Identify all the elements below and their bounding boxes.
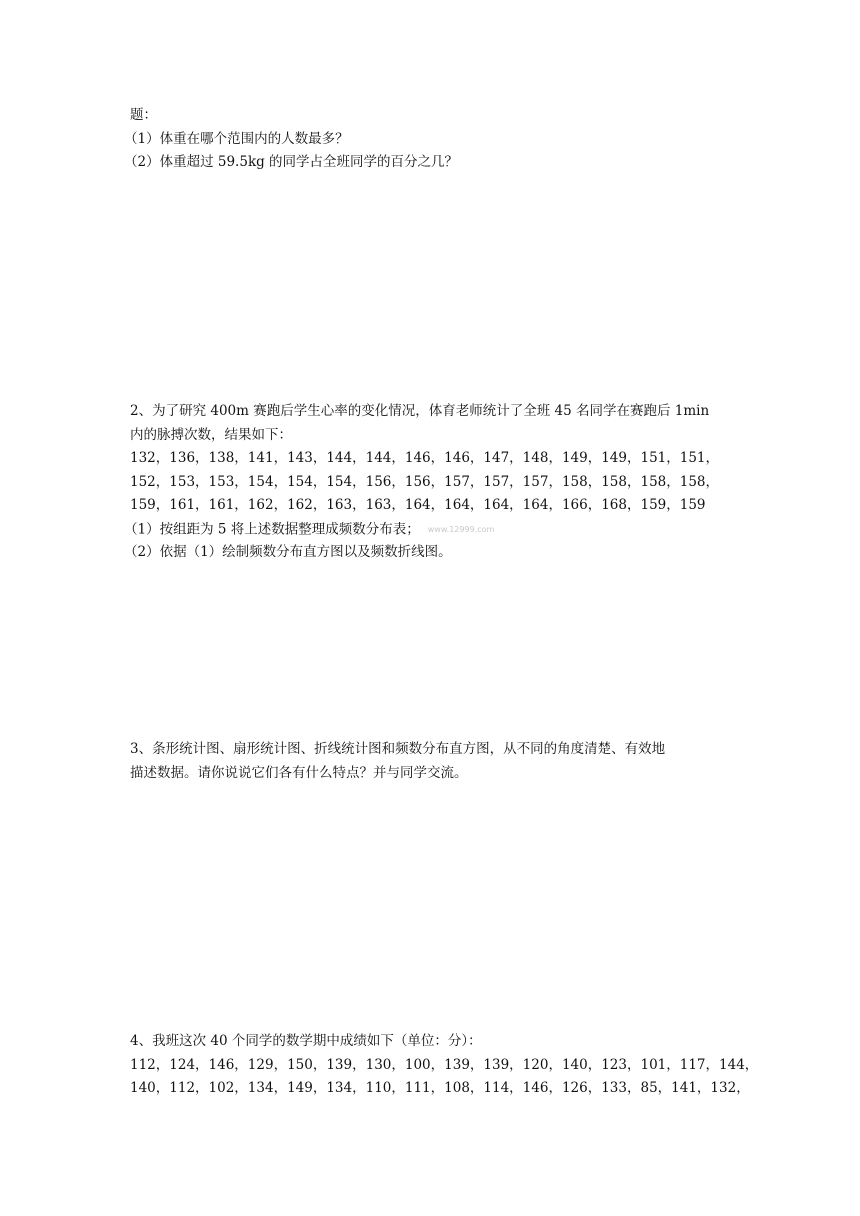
q2-data-row-3: 159，161，161，162，162，163，163，164，164，164，164，166，168，159，159 xyxy=(130,497,706,513)
q3-prompt-line-2: 描述数据。请你说说它们各有什么特点？并与同学交流。 xyxy=(130,764,468,781)
q4-data-row-2: 140，112，102，134，149，134，110，111，108，114，146，126，133，85，141，132， xyxy=(130,1080,750,1096)
q2-subquestion-2: （2）依据（1）绘制频数分布直方图以及频数折线图。 xyxy=(124,544,452,561)
question-1-continuation xyxy=(124,104,740,175)
q1-intro-text: 题： xyxy=(130,107,157,123)
q4-prompt-line-1: 4、我班这次 40 个同学的数学期中成绩如下（单位：分）： xyxy=(130,1033,482,1049)
question-4 xyxy=(130,1030,759,1101)
question-2 xyxy=(124,400,740,565)
question-3 xyxy=(130,738,740,785)
watermark-text: www.12999.com xyxy=(427,524,495,534)
q4-data-row-1: 112，124，146，129，150，139，130，100，139，139，120，140，123，101，117，144， xyxy=(130,1056,759,1073)
q2-data-row-1: 132，136，138，141，143，144，144，146，146，147，148，149，149，151，151， xyxy=(130,450,720,466)
q2-data-row-2: 152，153，153，154，154，154，156，156，157，157，157，158，158，158，158， xyxy=(130,473,720,490)
q2-prompt-line-1: 2、为了研究 400m 赛跑后学生心率的变化情况，体育老师统计了全班 45 名同学在赛跑后 1min xyxy=(130,403,710,419)
q2-subquestion-1 xyxy=(124,518,740,542)
q1-subquestion-1: （1）体重在哪个范围内的人数最多？ xyxy=(124,130,349,147)
q1-subquestion-2: （2）体重超过 59.5kg 的同学占全班同学的百分之几？ xyxy=(124,154,459,170)
q2-subquestion-1-text: （1）按组距为 5 将上述数据整理成频数分布表； xyxy=(124,520,420,537)
q3-prompt-line-1: 3、条形统计图、扇形统计图、折线统计图和频数分布直方图，从不同的角度清楚、有效地 xyxy=(130,741,666,757)
q2-prompt-line-2: 内的脉搏次数，结果如下： xyxy=(130,426,292,443)
